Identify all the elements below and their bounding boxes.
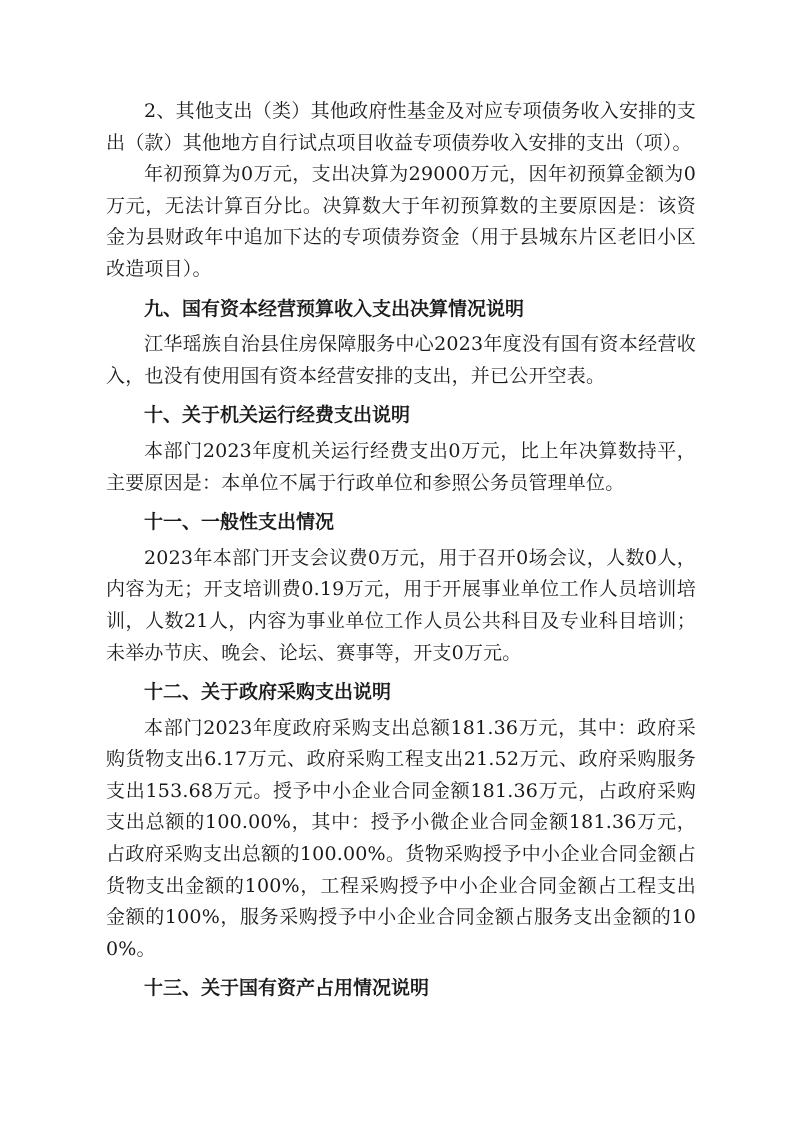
section-9-heading: 九、国有资本经营预算收入支出决算情况说明 [144, 297, 525, 320]
section-12-body: 本部门2023年度政府采购支出总额181.36万元，其中：政府采购货物支出6.17万元、政府采购工程支出21.52万元、政府采购服务支出153.68万元。授予中小企业合同金额181.36万元，占政府采购支出总额的100.00%，其中：授予小微企业合同金额181.36万元，占政府采购支出总额的100.00%。货物采购授予中小企业合同金额占货物支出金额的100%，工程采购授予中小企业合同金额占工程支出金额的100%，服务采购授予中小企业合同金额占服务支出金额的100%。 [106, 716, 696, 960]
document-content [106, 96, 696, 1009]
section-9-body: 江华瑶族自治县住房保障服务中心2023年度没有国有资本经营收入，也没有使用国有资本经营安排的支出，并已公开空表。 [106, 333, 696, 387]
section-12-heading: 十二、关于政府采购支出说明 [144, 681, 392, 704]
section-11-heading: 十一、一般性支出情况 [144, 511, 335, 534]
section-10-heading: 十、关于机关运行经费支出说明 [144, 404, 411, 427]
item-2-body-paragraph: 年初预算为0万元，支出决算为29000万元，因年初预算金额为0万元，无法计算百分比。决算数大于年初预算数的主要原因是：该资金为县财政年中追加下达的专项债券资金（用于县城东片区老旧小区改造项目）。 [106, 163, 696, 280]
section-11-body: 2023年本部门开支会议费0万元，用于召开0场会议，人数0人，内容为无；开支培训费0.19万元，用于开展事业单位工作人员培训培训，人数21人，内容为事业单位工作人员公共科目及专业科目培训；未举办节庆、晚会、论坛、赛事等，开支0万元。 [106, 546, 696, 664]
section-13-heading: 十三、关于国有资产占用情况说明 [144, 977, 430, 1000]
item-2-title-paragraph: 2、其他支出（类）其他政府性基金及对应专项债务收入安排的支出（款）其他地方自行试点项目收益专项债券收入安排的支出（项）。 [106, 100, 696, 154]
section-10-body: 本部门2023年度机关运行经费支出0万元，比上年决算数持平，主要原因是：本单位不属于行政单位和参照公务员管理单位。 [106, 439, 696, 494]
